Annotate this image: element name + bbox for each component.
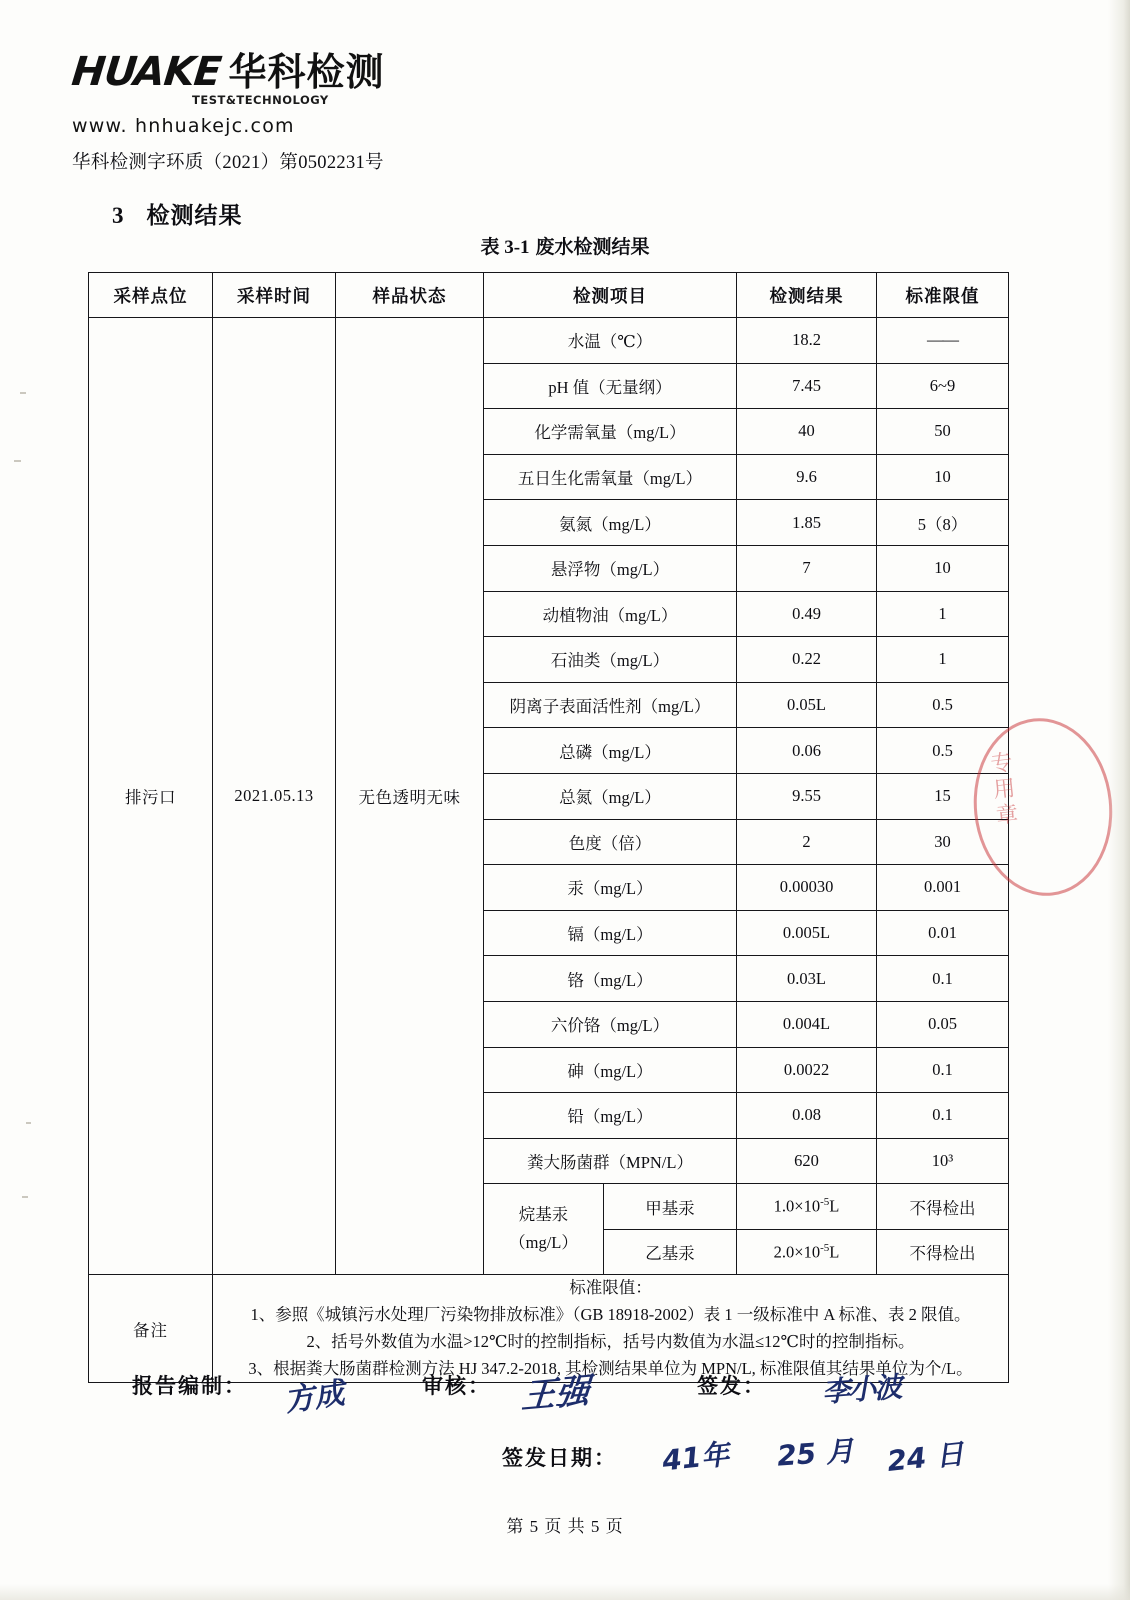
cell-limit: 0.1: [877, 956, 1009, 1002]
reviewed-by-signature: 王强: [520, 1370, 592, 1418]
cell-result: 0.22: [737, 637, 877, 683]
cell-result: 7.45: [737, 363, 877, 409]
scan-speck: [26, 1122, 31, 1124]
page-footer: 第 5 页 共 5 页: [506, 1517, 624, 1536]
cell-item: 汞（mg/L）: [484, 865, 737, 911]
table-row: [89, 318, 1009, 364]
result-exponent: -5: [820, 1241, 830, 1254]
prepared-by-label: 报告编制：: [132, 1374, 247, 1398]
cell-item: 铬（mg/L）: [484, 956, 737, 1002]
table-caption-text: 废水检测结果: [535, 237, 650, 258]
cell-result: 9.55: [737, 773, 877, 819]
cell-result: 9.6: [737, 454, 877, 500]
cell-item: 水温（℃）: [484, 318, 737, 364]
issue-date-day-handwritten: 24 日: [885, 1437, 966, 1478]
table-header-row: [89, 273, 1009, 318]
cell-limit: 0.05: [877, 1001, 1009, 1047]
prepared-by-signature: 方成: [282, 1375, 347, 1419]
cell-result: 18.2: [737, 318, 877, 364]
seal-text: 专用章: [986, 749, 1020, 831]
col-sample-state: 样品状态: [336, 273, 484, 318]
cell-result: 7: [737, 545, 877, 591]
cell-item: 氨氮（mg/L）: [484, 500, 737, 546]
results-table-container: [88, 272, 1008, 1383]
remark-line-3: 3、根据粪大肠菌群检测方法 HJ 347.2-2018, 其检测结果单位为 MPN/L, 标准限值其结果单位为个/L。: [248, 1358, 973, 1378]
cell-limit: 0.1: [877, 1093, 1009, 1139]
issue-date-month-handwritten: 25 月: [776, 1434, 855, 1473]
cell-item: 五日生化需氧量（mg/L）: [484, 454, 737, 500]
cell-limit: 0.5: [877, 682, 1009, 728]
cell-limit: 30: [877, 819, 1009, 865]
remark-label: 备注: [89, 1275, 213, 1383]
result-base: 1.0×10: [773, 1196, 821, 1216]
remark-title: 标准限值：: [569, 1278, 652, 1298]
cell-limit: ——: [877, 318, 1009, 364]
cell-limit: 6~9: [877, 363, 1009, 409]
cell-result: 2: [737, 819, 877, 865]
section-title-text: 检测结果: [146, 203, 243, 228]
result-tail: L: [829, 1242, 840, 1262]
logo-tagline: TEST&TECHNOLOGY: [192, 93, 329, 107]
cell-limit: 15: [877, 773, 1009, 819]
cell-item: 六价铬（mg/L）: [484, 1001, 737, 1047]
cell-limit: 0.1: [877, 1047, 1009, 1093]
cell-item: 总磷（mg/L）: [484, 728, 737, 774]
cell-result: 0.004L: [737, 1001, 877, 1047]
result-exponent: -5: [820, 1196, 830, 1209]
table-remark-row: [89, 1275, 1009, 1383]
cell-sub-item: 乙基汞: [604, 1229, 737, 1275]
cell-limit: 10³: [877, 1138, 1009, 1184]
logo-latin-text: HUAKE: [69, 49, 223, 95]
cell-limit: 0.01: [877, 910, 1009, 956]
issue-date-label: 签发日期：: [502, 1446, 617, 1470]
section-heading: [112, 197, 243, 230]
cell-item: 镉（mg/L）: [484, 910, 737, 956]
cell-item: pH 值（无量纲）: [484, 363, 737, 409]
remark-line-2: 2、括号外数值为水温>12℃时的控制指标，括号内数值为水温≤12℃时的控制指标。: [306, 1331, 915, 1351]
cell-limit: 0.5: [877, 728, 1009, 774]
cell-item: 石油类（mg/L）: [484, 637, 737, 683]
cell-result: 0.06: [737, 728, 877, 774]
cell-result: 0.00030: [737, 865, 877, 911]
wastewater-results-table: [88, 272, 1009, 1383]
cell-item: 动植物油（mg/L）: [484, 591, 737, 637]
col-test-result: 检测结果: [737, 273, 877, 318]
cell-item: 悬浮物（mg/L）: [484, 545, 737, 591]
result-tail: L: [829, 1196, 840, 1216]
cell-limit: 不得检出: [877, 1184, 1009, 1230]
cell-limit: 50: [877, 409, 1009, 455]
cell-result: 0.03L: [737, 956, 877, 1002]
scan-speck: [20, 392, 26, 394]
cell-item: 阴离子表面活性剂（mg/L）: [484, 682, 737, 728]
cell-result: 1.85: [737, 500, 877, 546]
scan-speck: [14, 460, 21, 462]
cell-result: [737, 1184, 877, 1230]
cell-result: 0.05L: [737, 682, 877, 728]
signature-block: [132, 1370, 992, 1478]
cell-limit: 0.001: [877, 865, 1009, 911]
cell-limit: 1: [877, 637, 1009, 683]
logo-chinese-text: 华科检测: [228, 52, 385, 94]
cell-item: 色度（倍）: [484, 819, 737, 865]
col-test-item: 检测项目: [484, 273, 737, 318]
remark-body: [213, 1275, 1009, 1383]
cell-limit: 10: [877, 545, 1009, 591]
cell-result: 40: [737, 409, 877, 455]
cell-result: 0.08: [737, 1093, 877, 1139]
section-number: 3: [112, 203, 125, 228]
cell-limit: 5（8）: [877, 500, 1009, 546]
cell-limit: 1: [877, 591, 1009, 637]
group-label-line2: （mg/L）: [509, 1233, 578, 1253]
reviewed-by-label: 审核：: [422, 1374, 491, 1398]
col-sample-point: 采样点位: [89, 273, 213, 318]
cell-sub-item: 甲基汞: [604, 1184, 737, 1230]
cell-result: 0.005L: [737, 910, 877, 956]
scan-speck: [22, 1196, 28, 1198]
cell-sample-time: 2021.05.13: [213, 318, 336, 1275]
col-sample-time: 采样时间: [213, 273, 336, 318]
cell-item: 铅（mg/L）: [484, 1093, 737, 1139]
group-label-line1: 烷基汞: [518, 1205, 569, 1225]
col-standard-limit: 标准限值: [877, 273, 1009, 318]
cell-limit: 不得检出: [877, 1229, 1009, 1275]
company-website: www. hnhuakejc.com: [72, 115, 295, 137]
cell-sample-state: 无色透明无味: [336, 318, 484, 1275]
cell-result: [737, 1229, 877, 1275]
issue-date-year-handwritten: 41年: [660, 1437, 731, 1478]
result-base: 2.0×10: [773, 1242, 821, 1262]
cell-result: 0.49: [737, 591, 877, 637]
cell-item: 总氮（mg/L）: [484, 773, 737, 819]
company-logo: [69, 49, 492, 137]
cell-item-group-alkyl-mercury: [484, 1184, 604, 1275]
cell-sample-point: 排污口: [89, 318, 213, 1275]
cell-limit: 10: [877, 454, 1009, 500]
table-caption-number: 表 3-1: [480, 237, 530, 258]
remark-line-1: 1、参照《城镇污水处理厂污染物排放标准》（GB 18918-2002）表 1 一级标准中 A 标准、表 2 限值。: [250, 1305, 971, 1325]
cell-item: 化学需氧量（mg/L）: [484, 409, 737, 455]
cell-item: 粪大肠菌群（MPN/L）: [484, 1138, 737, 1184]
cell-result: 620: [737, 1138, 877, 1184]
scan-edge-shadow-bottom: [0, 1584, 1130, 1600]
issued-by-signature: 李小波: [821, 1370, 902, 1409]
cell-item: 砷（mg/L）: [484, 1047, 737, 1093]
document-number: 华科检测字环质（2021）第0502231号: [72, 153, 384, 173]
table-caption: [0, 232, 1130, 259]
logo-wordmark: [69, 49, 492, 95]
issued-by-label: 签发：: [697, 1374, 766, 1398]
cell-result: 0.0022: [737, 1047, 877, 1093]
